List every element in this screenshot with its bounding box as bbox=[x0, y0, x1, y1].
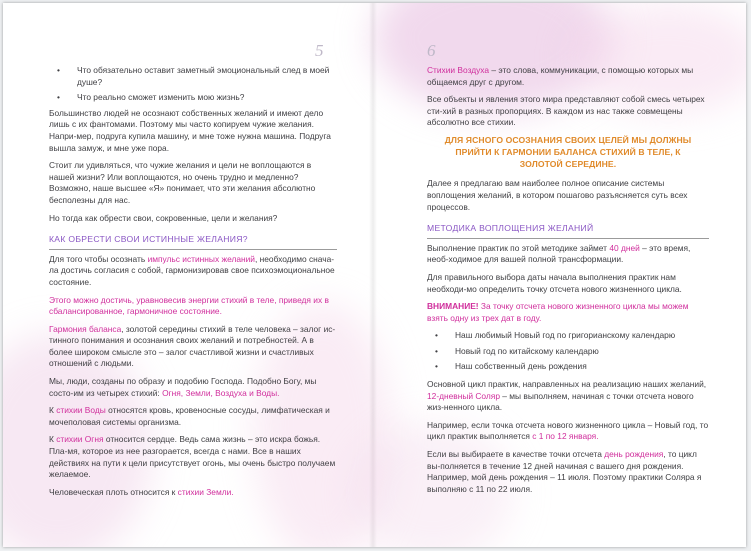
paragraph: К стихии Огня относится сердце. Ведь сама жизнь – это искра божья. Пла-мя, которое из нее разгорается, всегда с нами. Все в наших действиях на пути к цели присутствует огонь, мы очень быстро получаем желаемое. bbox=[49, 434, 336, 480]
highlight-text: день рождения bbox=[604, 449, 664, 460]
paragraph: Все объекты и явления этого мира представляют собой смесь четырех сти-хий в разных пропорциях. В каждом из нас также совмещены абсолютно все стихии. bbox=[427, 94, 705, 128]
page-left bbox=[3, 3, 373, 547]
highlight-paragraph: ВНИМАНИЕ! За точку отсчета нового жизненного цикла мы можем взять одну из трех дат в году. bbox=[427, 301, 689, 323]
highlight-text: стихии Огня bbox=[56, 434, 104, 445]
bullet-item: • Наш собственный день рождения bbox=[427, 361, 709, 373]
paragraph: Большинство людей не осознают собственных желаний и имеют дело лишь с их фантомами. Поэтому мы часто копируем чужие желания. Напри-мер, подруга купила машину, и мне тоже нужна машина. Подруга вышла замуж, и мне уже пора. bbox=[49, 107, 331, 153]
bullet-item: • Новый год по китайскому календарю bbox=[427, 346, 709, 358]
section-heading: МЕТОДИКА ВОПЛОЩЕНИЯ ЖЕЛАНИЙ bbox=[427, 223, 709, 239]
paragraph: Гармония баланса, золотой середины стихий в теле человека – залог ис-тинного понимания и осознания своих желаний и потребностей. А в более широком смысле это – залог счастливой жизни и счастливых отношений с людьми. bbox=[49, 323, 336, 369]
paragraph: Основной цикл практик, направленных на реализацию наших желаний, 12-дневный Соляр – мы выполняем, начиная с точки отсчета нового жиз-ненного цикла. bbox=[427, 379, 707, 413]
bullet-item: • Наш любимый Новый год по григорианскому календарю bbox=[427, 330, 709, 342]
paragraph: Для правильного выбора даты начала выполнения практик нам необходи-мо определить точку отсчета нового жизненного цикла. bbox=[427, 271, 682, 294]
page-number: 5 bbox=[315, 41, 324, 60]
highlight-text: Огня, Земли, Воздуха и Воды. bbox=[162, 387, 280, 398]
highlight-text: импульс истинных желаний bbox=[147, 253, 255, 264]
paragraph: Стихии Воздуха – это слова, коммуникации, с помощью которых мы общаемся друг с другом. bbox=[427, 65, 694, 87]
paragraph: Человеческая плоть относится к стихии Земли. bbox=[49, 486, 234, 497]
highlight-text: 40 дней bbox=[609, 242, 640, 253]
right-column bbox=[427, 65, 709, 501]
paragraph: Например, если точка отсчета нового жизненного цикла – Новый год, то цикл практик выполняется с 1 по 12 января. bbox=[427, 419, 709, 442]
bullet-item: • Что реально сможет изменить мою жизнь? bbox=[49, 92, 337, 104]
highlight-text: стихии Воды bbox=[56, 405, 106, 416]
highlight-text: с 1 по 12 января. bbox=[532, 431, 599, 442]
paragraph: Но тогда как обрести свои, сокровенные, цели и желания? bbox=[49, 212, 278, 223]
paragraph: Далее я предлагаю вам наиболее полное описание системы воплощения желаний, в котором пошагово разъясняется суть всех процессов. bbox=[427, 178, 688, 212]
highlight-paragraph: Этого можно достичь, уравновесив энергии стихий в теле, приведя их в сбалансированное, гармоничное состояние. bbox=[49, 294, 329, 317]
paragraph: К стихии Воды относятся кровь, кровеносные сосуды, лимфатическая и мочеполовая системы организма. bbox=[49, 405, 330, 427]
highlight-text: стихии Земли. bbox=[177, 486, 234, 497]
page-right bbox=[373, 3, 746, 547]
book-spread bbox=[3, 3, 746, 547]
left-column bbox=[49, 65, 337, 504]
highlight-text: Стихии Воздуха bbox=[427, 65, 490, 75]
highlight-text: 12-дневный Соляр bbox=[427, 390, 500, 401]
paragraph: Стоит ли удивляться, что чужие желания и цели не воплощаются в нашей жизни? Или воплощаются, но очень трудно и медленно? Возможно, наше высшее «Я» понимает, что эти желания абсолютно бесполезны для нас. bbox=[49, 160, 316, 205]
callout-text: ДЛЯ ЯСНОГО ОСОЗНАНИЯ СВОИХ ЦЕЛЕЙ МЫ ДОЛЖНЫ ПРИЙТИ К ГАРМОНИИ БАЛАНСА СТИХИЙ В ТЕЛЕ, К ЗОЛОТОЙ СЕРЕДИНЕ. bbox=[444, 134, 692, 169]
paragraph: Мы, люди, созданы по образу и подобию Господа. Подобно Богу, мы состо-им из четырех стихий: Огня, Земли, Воздуха и Воды. bbox=[49, 376, 317, 398]
highlight-text: Гармония баланса bbox=[49, 323, 122, 334]
paragraph: Для того чтобы осознать импульс истинных желаний, необходимо снача-ла достичь согласия с собой, гармонизировав свое психоэмоциональное состояние. bbox=[49, 253, 335, 287]
bullet-item: • Что обязательно оставит заметный эмоциональный след в моей душе? bbox=[49, 65, 337, 88]
paragraph: Выполнение практик по этой методике займет 40 дней – это время, необ-ходимое для вашей полной трансформации. bbox=[427, 242, 691, 265]
page-number: 6 bbox=[427, 41, 436, 60]
section-heading: КАК ОБРЕСТИ СВОИ ИСТИННЫЕ ЖЕЛАНИЯ? bbox=[49, 234, 337, 250]
paragraph: Если вы выбираете в качестве точки отсчета день рождения, то цикл вы-полняется в течение 12 дней начиная с вашего дня рождения. Например, мой день рождения – 11 июля. Поэтому практики Соляра я выполняю с 11 по 22 июля. bbox=[427, 449, 702, 494]
